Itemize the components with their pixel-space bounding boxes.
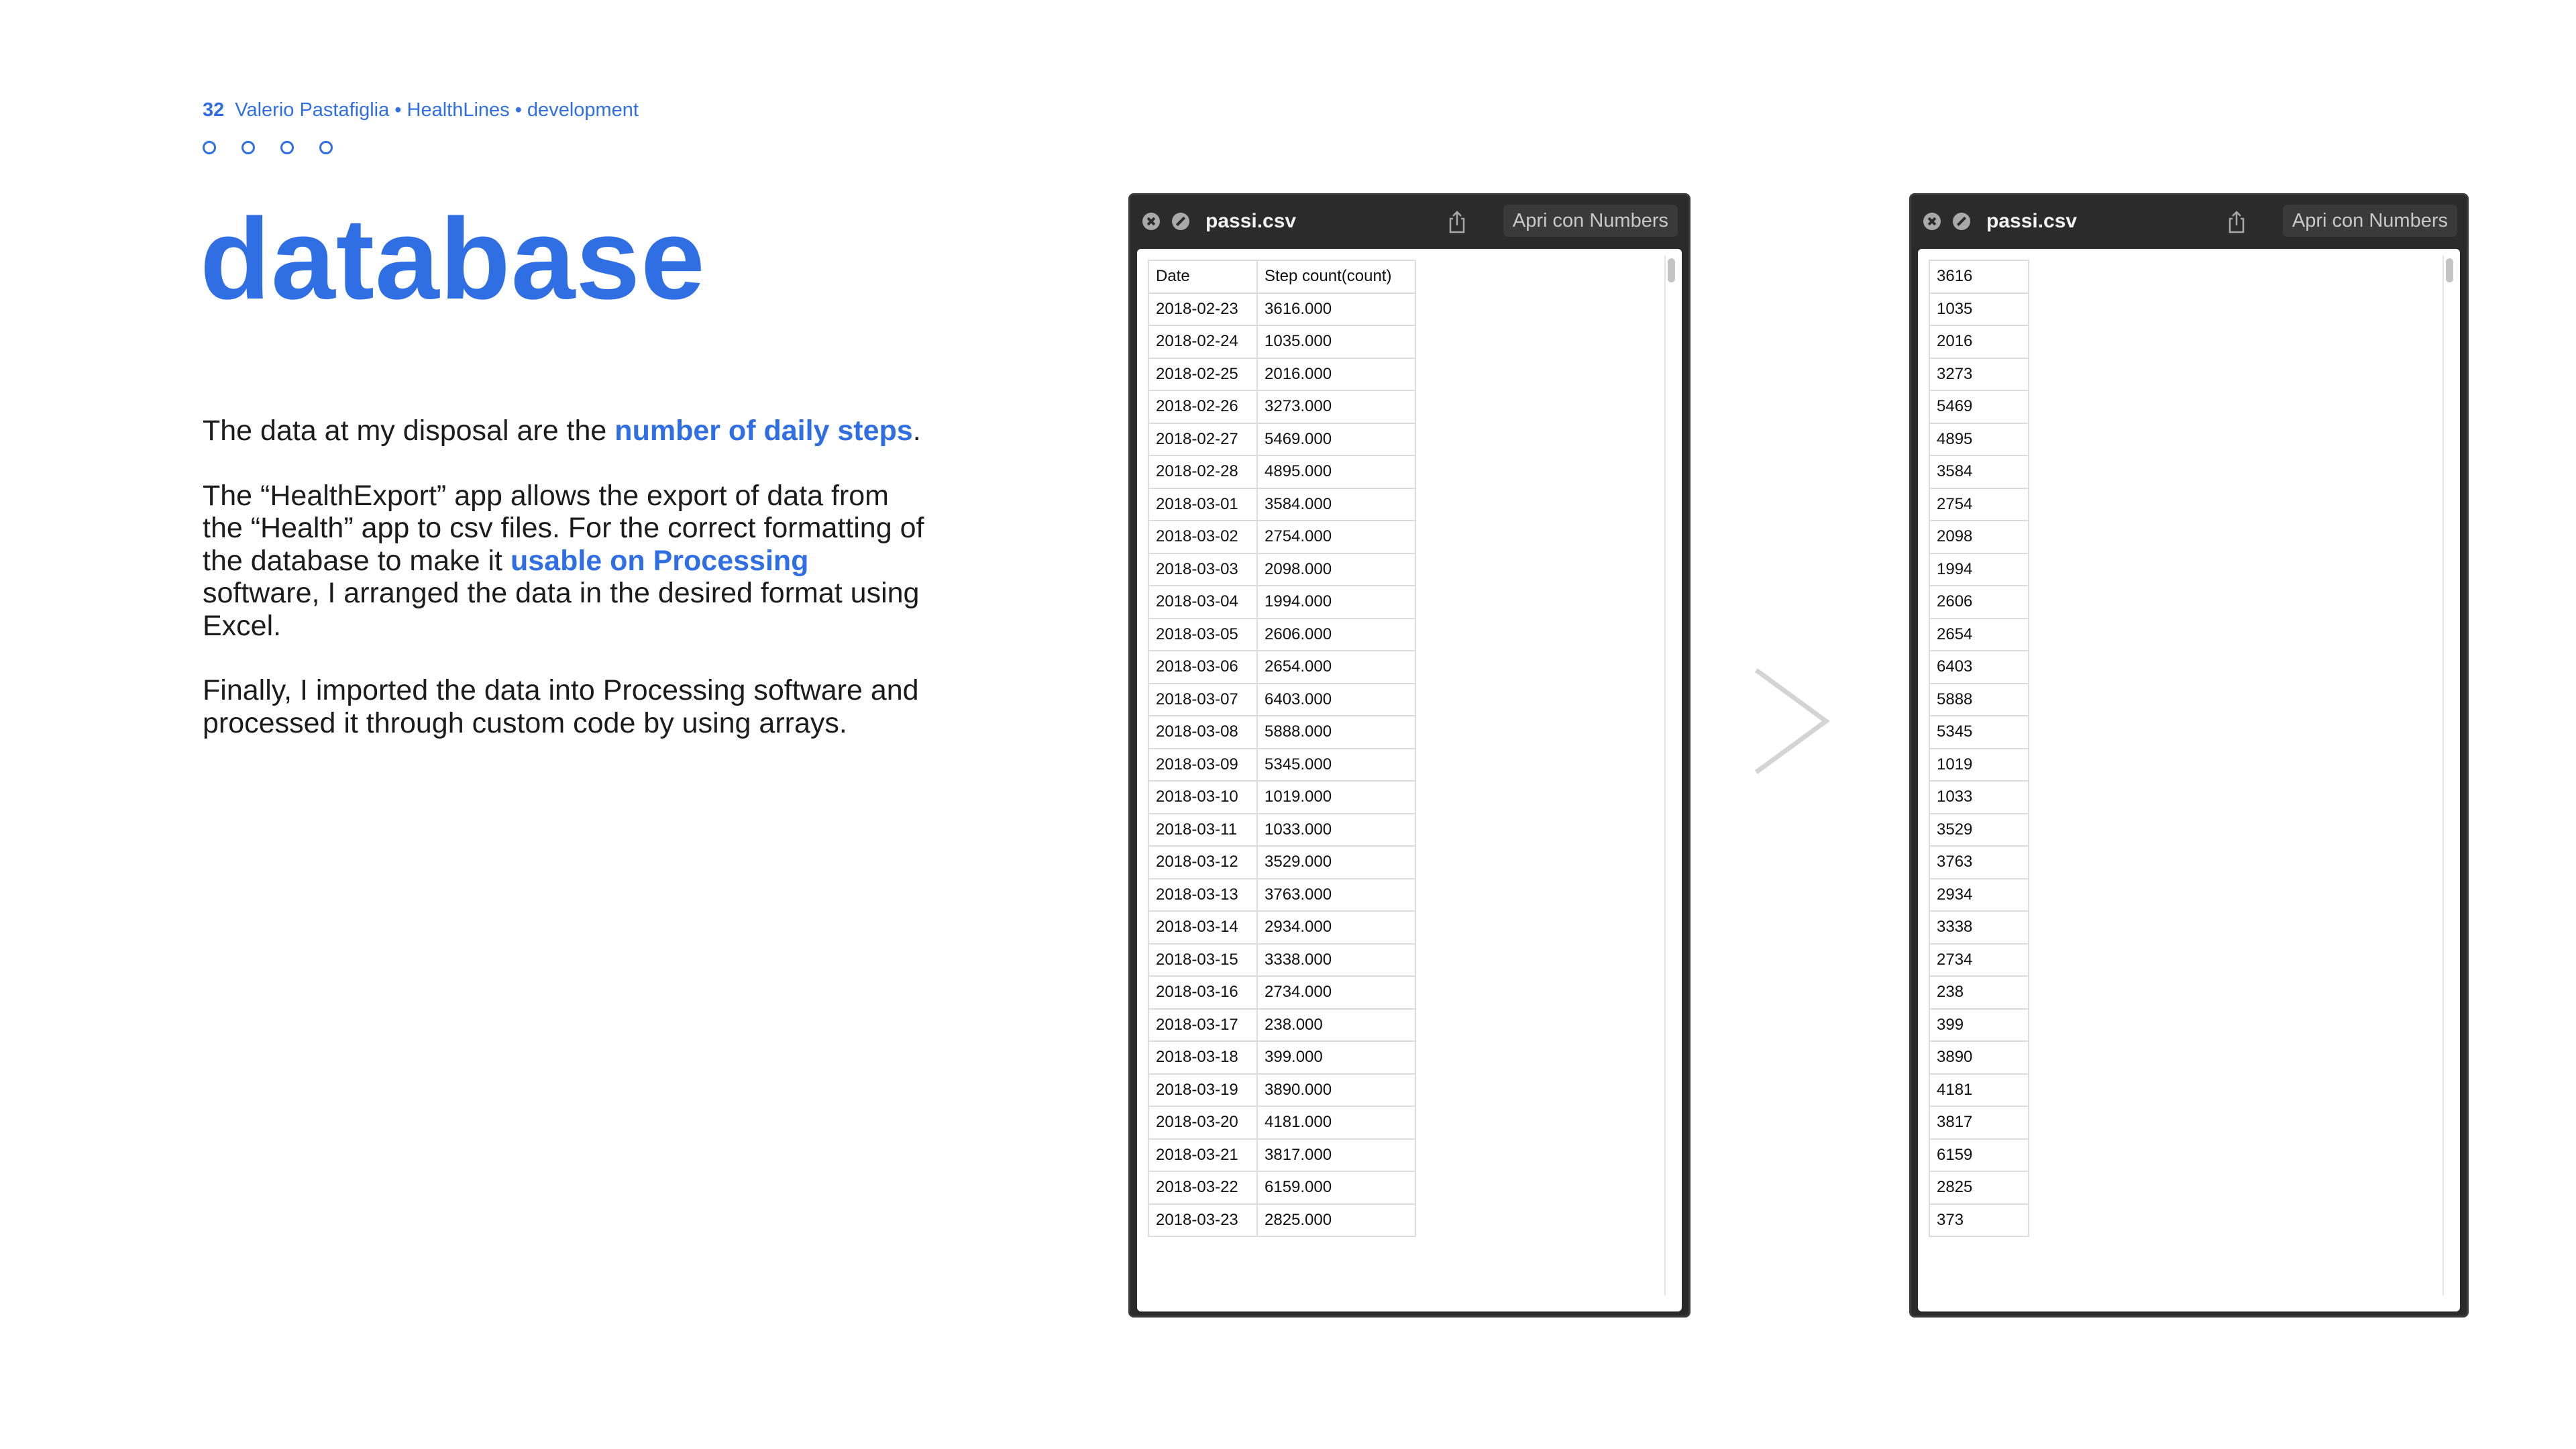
table-row	[1929, 846, 2029, 879]
step-count-cell: 2934	[1929, 879, 2029, 912]
paragraph-text: .	[912, 415, 921, 447]
step-count-cell: 3890	[1929, 1041, 2029, 1074]
step-count-cell: 5888.000	[1257, 716, 1415, 749]
step-count-cell: 6403	[1929, 651, 2029, 684]
date-cell: 2018-03-20	[1148, 1106, 1257, 1139]
highlight-text: number of daily steps	[614, 415, 913, 447]
step-count-cell: 3763.000	[1257, 879, 1415, 912]
body-copy	[203, 415, 927, 771]
step-count-cell: 2734	[1929, 944, 2029, 977]
step-count-cell: 5469.000	[1257, 423, 1415, 456]
quicklook-window-original	[1128, 193, 1690, 1318]
vertical-scrollbar[interactable]	[1664, 256, 1676, 1295]
highlight-text: usable on Processing	[510, 544, 809, 577]
window-titlebar	[1911, 195, 2467, 248]
scrollbar-thumb[interactable]	[1668, 258, 1675, 282]
table-row	[1148, 749, 1415, 782]
table-row	[1929, 423, 2029, 456]
table-row	[1929, 488, 2029, 521]
date-cell: 2018-02-24	[1148, 325, 1257, 358]
table-row	[1929, 619, 2029, 651]
step-count-cell: 4181.000	[1257, 1106, 1415, 1139]
step-count-cell: 3273	[1929, 358, 2029, 391]
table-row	[1148, 325, 1415, 358]
step-count-cell: 3616.000	[1257, 293, 1415, 326]
step-count-cell: 1033.000	[1257, 814, 1415, 847]
byline: Valerio Pastafiglia • HealthLines • development	[235, 99, 639, 121]
date-cell: 2018-02-26	[1148, 390, 1257, 423]
date-cell: 2018-02-27	[1148, 423, 1257, 456]
progress-dots	[203, 141, 333, 154]
date-cell: 2018-03-01	[1148, 488, 1257, 521]
date-cell: 2018-02-23	[1148, 293, 1257, 326]
table-row	[1929, 911, 2029, 944]
table-row	[1929, 976, 2029, 1009]
date-cell: 2018-03-17	[1148, 1009, 1257, 1042]
step-count-cell: 2754.000	[1257, 521, 1415, 553]
table-row	[1929, 358, 2029, 391]
table-row	[1929, 1171, 2029, 1204]
slide-header	[203, 99, 639, 121]
step-count-cell: 2016	[1929, 325, 2029, 358]
column-header: Date	[1148, 260, 1257, 293]
step-count-cell: 5888	[1929, 684, 2029, 716]
date-cell: 2018-03-03	[1148, 553, 1257, 586]
table-row	[1148, 781, 1415, 814]
step-count-cell: 2098.000	[1257, 553, 1415, 586]
step-count-cell: 3529	[1929, 814, 2029, 847]
table-row	[1148, 1009, 1415, 1042]
chevron-right-icon	[1751, 667, 1835, 775]
table-row	[1148, 944, 1415, 977]
open-with-numbers-button[interactable]: Apri con Numbers	[1503, 205, 1678, 237]
step-count-cell: 3584.000	[1257, 488, 1415, 521]
table-row	[1148, 716, 1415, 749]
step-count-cell: 2098	[1929, 521, 2029, 553]
paragraph-3: Finally, I imported the data into Processing software and processed it through custom code by using arrays.	[203, 674, 919, 739]
step-count-cell: 3763	[1929, 846, 2029, 879]
date-cell: 2018-03-08	[1148, 716, 1257, 749]
table-row	[1929, 455, 2029, 488]
table-row	[1148, 1139, 1415, 1172]
step-count-cell: 3817.000	[1257, 1139, 1415, 1172]
table-row	[1929, 1139, 2029, 1172]
date-cell: 2018-03-18	[1148, 1041, 1257, 1074]
paragraph-2	[203, 480, 927, 643]
step-count-cell: 6159	[1929, 1139, 2029, 1172]
csv-preview	[1918, 249, 2460, 1311]
date-cell: 2018-03-12	[1148, 846, 1257, 879]
step-count-cell: 2606.000	[1257, 619, 1415, 651]
table-row	[1148, 684, 1415, 716]
csv-table	[1929, 260, 2029, 1237]
step-count-cell: 2825.000	[1257, 1204, 1415, 1237]
table-row	[1929, 749, 2029, 782]
step-count-cell: 6403.000	[1257, 684, 1415, 716]
table-row	[1929, 521, 2029, 553]
step-count-cell: 2606	[1929, 586, 2029, 619]
table-body	[1929, 260, 2029, 1236]
csv-preview	[1137, 249, 1682, 1311]
paragraph-text: The data at my disposal are the	[203, 415, 615, 447]
table-row	[1148, 1106, 1415, 1139]
table-row	[1929, 651, 2029, 684]
fullscreen-icon[interactable]	[1172, 213, 1189, 230]
table-body	[1148, 293, 1415, 1237]
step-count-cell: 238.000	[1257, 1009, 1415, 1042]
table-row	[1148, 1171, 1415, 1204]
step-count-cell: 5469	[1929, 390, 2029, 423]
date-cell: 2018-03-09	[1148, 749, 1257, 782]
close-icon[interactable]	[1923, 213, 1941, 230]
step-count-cell: 4895	[1929, 423, 2029, 456]
date-cell: 2018-03-22	[1148, 1171, 1257, 1204]
table-row	[1148, 619, 1415, 651]
share-icon[interactable]	[1447, 210, 1467, 234]
table-row	[1148, 423, 1415, 456]
table-row	[1929, 325, 2029, 358]
table-row	[1148, 1204, 1415, 1237]
step-count-cell: 1994.000	[1257, 586, 1415, 619]
step-count-cell: 1033	[1929, 781, 2029, 814]
vertical-scrollbar[interactable]	[2443, 256, 2455, 1295]
step-count-cell: 5345	[1929, 716, 2029, 749]
table-row	[1148, 455, 1415, 488]
date-cell: 2018-03-02	[1148, 521, 1257, 553]
paragraph-text: software, I arranged the data in the desired format using Excel.	[203, 577, 920, 642]
table-row	[1148, 293, 1415, 326]
step-count-cell: 3890.000	[1257, 1074, 1415, 1107]
date-cell: 2018-03-19	[1148, 1074, 1257, 1107]
step-count-cell: 399	[1929, 1009, 2029, 1042]
close-icon[interactable]	[1142, 213, 1160, 230]
date-cell: 2018-03-23	[1148, 1204, 1257, 1237]
table-row	[1148, 879, 1415, 912]
table-row	[1929, 879, 2029, 912]
date-cell: 2018-03-10	[1148, 781, 1257, 814]
step-count-cell: 3338	[1929, 911, 2029, 944]
step-count-cell: 238	[1929, 976, 2029, 1009]
step-count-cell: 3338.000	[1257, 944, 1415, 977]
table-row	[1929, 1106, 2029, 1139]
step-count-cell: 3616	[1929, 260, 2029, 293]
step-count-cell: 4895.000	[1257, 455, 1415, 488]
table-row	[1148, 814, 1415, 847]
date-cell: 2018-03-04	[1148, 586, 1257, 619]
step-count-cell: 1994	[1929, 553, 2029, 586]
table-row	[1148, 976, 1415, 1009]
table-row	[1929, 1041, 2029, 1074]
step-count-cell: 1035	[1929, 293, 2029, 326]
step-count-cell: 1019.000	[1257, 781, 1415, 814]
csv-table	[1148, 260, 1416, 1237]
step-count-cell: 3817	[1929, 1106, 2029, 1139]
date-cell: 2018-03-07	[1148, 684, 1257, 716]
step-count-cell: 399.000	[1257, 1041, 1415, 1074]
table-row	[1148, 846, 1415, 879]
table-row	[1929, 1074, 2029, 1107]
step-count-cell: 2654.000	[1257, 651, 1415, 684]
window-filename: passi.csv	[1205, 210, 1297, 232]
table-row	[1929, 716, 2029, 749]
table-row	[1929, 944, 2029, 977]
share-icon[interactable]	[2226, 210, 2247, 234]
table-row	[1148, 651, 1415, 684]
table-row	[1148, 1074, 1415, 1107]
table-row	[1929, 781, 2029, 814]
date-cell: 2018-03-21	[1148, 1139, 1257, 1172]
step-count-cell: 373	[1929, 1204, 2029, 1237]
step-count-cell: 2734.000	[1257, 976, 1415, 1009]
table-row	[1929, 586, 2029, 619]
table-header-row	[1148, 260, 1415, 293]
step-count-cell: 2016.000	[1257, 358, 1415, 391]
table-row	[1929, 1204, 2029, 1237]
step-count-cell: 2934.000	[1257, 911, 1415, 944]
step-count-cell: 5345.000	[1257, 749, 1415, 782]
slide-title: database	[200, 195, 706, 323]
step-count-cell: 2654	[1929, 619, 2029, 651]
step-count-cell: 2825	[1929, 1171, 2029, 1204]
table-row	[1929, 553, 2029, 586]
table-row	[1148, 521, 1415, 553]
table-row	[1148, 488, 1415, 521]
step-count-cell: 3584	[1929, 455, 2029, 488]
step-count-cell: 6159.000	[1257, 1171, 1415, 1204]
table-row	[1929, 390, 2029, 423]
window-filename: passi.csv	[1986, 210, 2078, 232]
progress-dot	[280, 141, 294, 154]
date-cell: 2018-03-05	[1148, 619, 1257, 651]
step-count-cell: 1019	[1929, 749, 2029, 782]
table-row	[1148, 553, 1415, 586]
paragraph-1	[203, 415, 927, 447]
progress-dot	[241, 141, 255, 154]
date-cell: 2018-03-14	[1148, 911, 1257, 944]
scrollbar-thumb[interactable]	[2446, 258, 2453, 282]
step-count-cell: 3529.000	[1257, 846, 1415, 879]
step-count-cell: 3273.000	[1257, 390, 1415, 423]
step-count-cell: 1035.000	[1257, 325, 1415, 358]
progress-dot	[319, 141, 333, 154]
table-row	[1148, 358, 1415, 391]
date-cell: 2018-03-06	[1148, 651, 1257, 684]
step-count-cell: 2754	[1929, 488, 2029, 521]
date-cell: 2018-03-11	[1148, 814, 1257, 847]
date-cell: 2018-02-28	[1148, 455, 1257, 488]
table-row	[1929, 684, 2029, 716]
date-cell: 2018-03-15	[1148, 944, 1257, 977]
quicklook-window-formatted	[1909, 193, 2469, 1318]
date-cell: 2018-03-16	[1148, 976, 1257, 1009]
table-row	[1148, 586, 1415, 619]
paragraph-text: The “HealthExport” app allows the export of data from the “Health” app to csv files. For the correct formatting of the database to make it	[203, 479, 924, 577]
progress-dot	[203, 141, 216, 154]
window-titlebar	[1130, 195, 1688, 248]
table-row	[1148, 911, 1415, 944]
page-number: 32	[203, 99, 225, 121]
open-with-numbers-button[interactable]: Apri con Numbers	[2283, 205, 2457, 237]
table-row	[1929, 1009, 2029, 1042]
fullscreen-icon[interactable]	[1953, 213, 1970, 230]
table-row	[1929, 814, 2029, 847]
table-row	[1929, 293, 2029, 326]
date-cell: 2018-03-13	[1148, 879, 1257, 912]
column-header: Step count(count)	[1257, 260, 1415, 293]
date-cell: 2018-02-25	[1148, 358, 1257, 391]
table-row	[1148, 390, 1415, 423]
table-row	[1148, 1041, 1415, 1074]
table-row	[1929, 260, 2029, 293]
step-count-cell: 4181	[1929, 1074, 2029, 1107]
